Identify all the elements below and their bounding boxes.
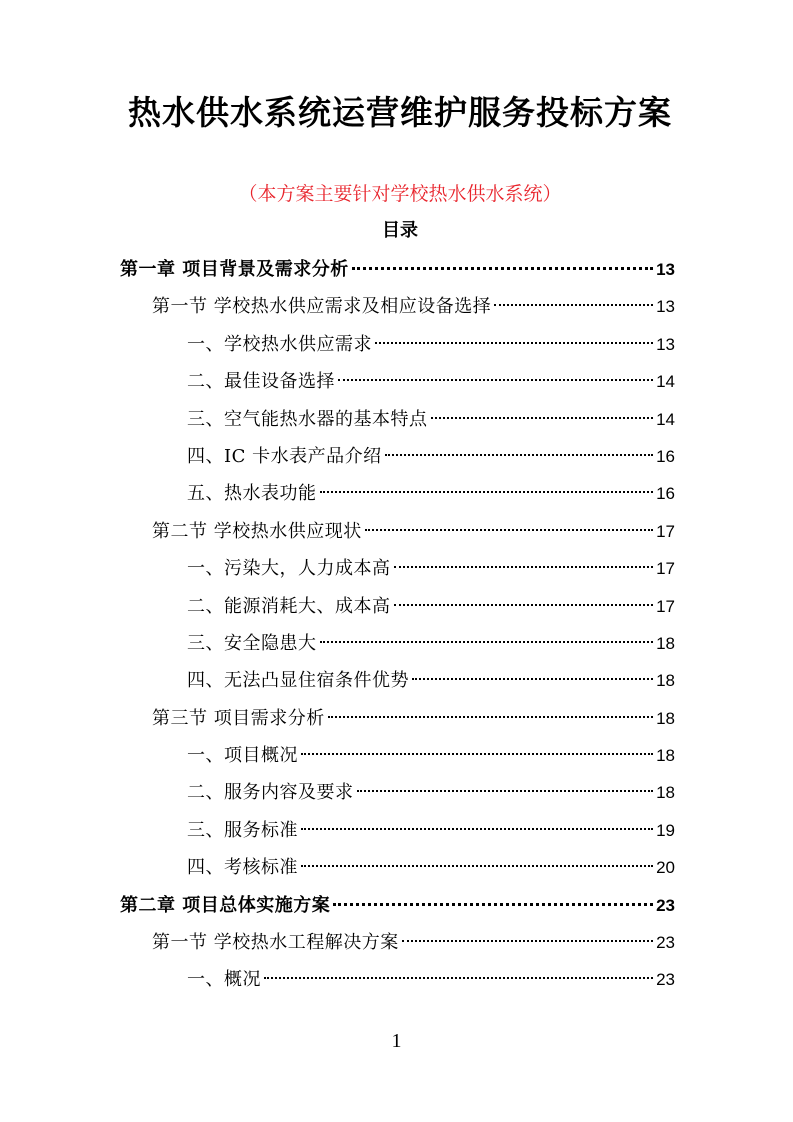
toc-dot-leader <box>301 865 653 867</box>
toc-entry-page: 18 <box>656 746 675 766</box>
toc-dot-leader <box>301 753 653 755</box>
toc-entry-level-3[interactable] <box>0 550 793 587</box>
toc-dot-leader <box>301 828 653 830</box>
toc-entry-label: 三、空气能热水器的基本特点 <box>187 408 428 430</box>
toc-entry-level-2[interactable] <box>0 288 793 325</box>
toc-dot-leader <box>431 417 654 419</box>
toc-entry-page: 19 <box>656 820 675 840</box>
toc-entry-level-3[interactable] <box>0 849 793 886</box>
toc-entry-level-3[interactable] <box>0 961 793 998</box>
toc-entry-label: 一、项目概况 <box>187 745 298 767</box>
toc-entry-page: 18 <box>656 783 675 803</box>
toc-entry-level-3[interactable] <box>0 662 793 699</box>
toc-entry-page: 18 <box>656 633 675 653</box>
document-subtitle: （本方案主要针对学校热水供水系统） <box>238 183 562 205</box>
toc-entry-level-3[interactable] <box>0 812 793 849</box>
toc-entry-label: 第二节 学校热水供应现状 <box>152 520 362 542</box>
toc-entry-page: 23 <box>656 970 675 990</box>
toc-entry-label: 四、考核标准 <box>187 857 298 879</box>
toc-entry-level-3[interactable] <box>0 588 793 625</box>
toc-entry-level-3[interactable] <box>0 774 793 811</box>
toc-entry-page: 13 <box>656 334 675 354</box>
toc-entry-level-1[interactable] <box>0 251 793 288</box>
toc-dot-leader <box>357 790 654 792</box>
toc-entry-label: 四、IC 卡水表产品介绍 <box>187 445 382 467</box>
toc-dot-leader <box>320 641 654 643</box>
toc-entry-page: 13 <box>656 297 675 317</box>
toc-entry-label: 第一章 项目背景及需求分析 <box>120 259 349 280</box>
toc-entry-page: 23 <box>656 933 675 953</box>
toc-entry-label: 五、热水表功能 <box>187 483 317 505</box>
toc-dot-leader <box>394 604 654 606</box>
toc-entry-page: 17 <box>656 559 675 579</box>
toc-entry-label: 一、概况 <box>187 969 261 991</box>
toc-entry-page: 20 <box>656 858 675 878</box>
toc-dot-leader <box>338 379 653 381</box>
toc-entry-level-3[interactable] <box>0 326 793 363</box>
toc-entry-label: 二、能源消耗大、成本高 <box>187 595 391 617</box>
table-of-contents <box>0 251 793 999</box>
toc-entry-level-2[interactable] <box>0 700 793 737</box>
toc-entry-label: 四、无法凸显住宿条件优势 <box>187 670 409 692</box>
toc-entry-page: 18 <box>656 671 675 691</box>
toc-entry-label: 二、最佳设备选择 <box>187 371 335 393</box>
toc-heading: 目录 <box>382 220 418 241</box>
toc-dot-leader <box>394 566 654 568</box>
toc-dot-leader <box>412 678 653 680</box>
toc-entry-page: 17 <box>656 596 675 616</box>
toc-entry-level-1[interactable] <box>0 887 793 924</box>
toc-entry-level-3[interactable] <box>0 625 793 662</box>
toc-dot-leader <box>494 304 653 306</box>
toc-dot-leader <box>385 454 653 456</box>
toc-dot-leader <box>365 529 653 531</box>
toc-entry-level-3[interactable] <box>0 737 793 774</box>
toc-entry-page: 13 <box>656 260 675 279</box>
toc-entry-level-3[interactable] <box>0 475 793 512</box>
toc-entry-page: 16 <box>656 484 675 504</box>
toc-entry-label: 三、服务标准 <box>187 819 298 841</box>
page-number: 1 <box>391 1030 402 1052</box>
toc-entry-page: 16 <box>656 446 675 466</box>
toc-entry-page: 14 <box>656 372 675 392</box>
toc-entry-label: 第一节 学校热水工程解决方案 <box>152 932 399 954</box>
toc-entry-page: 14 <box>656 409 675 429</box>
toc-dot-leader <box>333 903 653 906</box>
toc-entry-page: 18 <box>656 708 675 728</box>
toc-entry-level-2[interactable] <box>0 513 793 550</box>
toc-dot-leader <box>264 977 653 979</box>
toc-entry-label: 一、污染大，人力成本高 <box>187 558 391 580</box>
toc-dot-leader <box>328 716 653 718</box>
toc-entry-label: 第一节 学校热水供应需求及相应设备选择 <box>152 296 492 318</box>
toc-entry-page: 17 <box>656 521 675 541</box>
toc-entry-level-3[interactable] <box>0 363 793 400</box>
toc-entry-label: 一、学校热水供应需求 <box>187 333 372 355</box>
toc-dot-leader <box>402 940 653 942</box>
toc-entry-label: 第三节 项目需求分析 <box>152 707 325 729</box>
toc-entry-level-2[interactable] <box>0 924 793 961</box>
toc-entry-label: 第二章 项目总体实施方案 <box>120 894 331 916</box>
toc-entry-label: 二、服务内容及要求 <box>187 782 354 804</box>
toc-entry-label: 三、安全隐患大 <box>187 632 317 654</box>
toc-dot-leader <box>352 267 653 270</box>
toc-entry-level-3[interactable] <box>0 401 793 438</box>
toc-dot-leader <box>320 491 654 493</box>
toc-entry-page: 23 <box>656 895 675 915</box>
document-title: 热水供水系统运营维护服务投标方案 <box>128 93 672 132</box>
toc-entry-level-3[interactable] <box>0 438 793 475</box>
toc-dot-leader <box>375 342 653 344</box>
